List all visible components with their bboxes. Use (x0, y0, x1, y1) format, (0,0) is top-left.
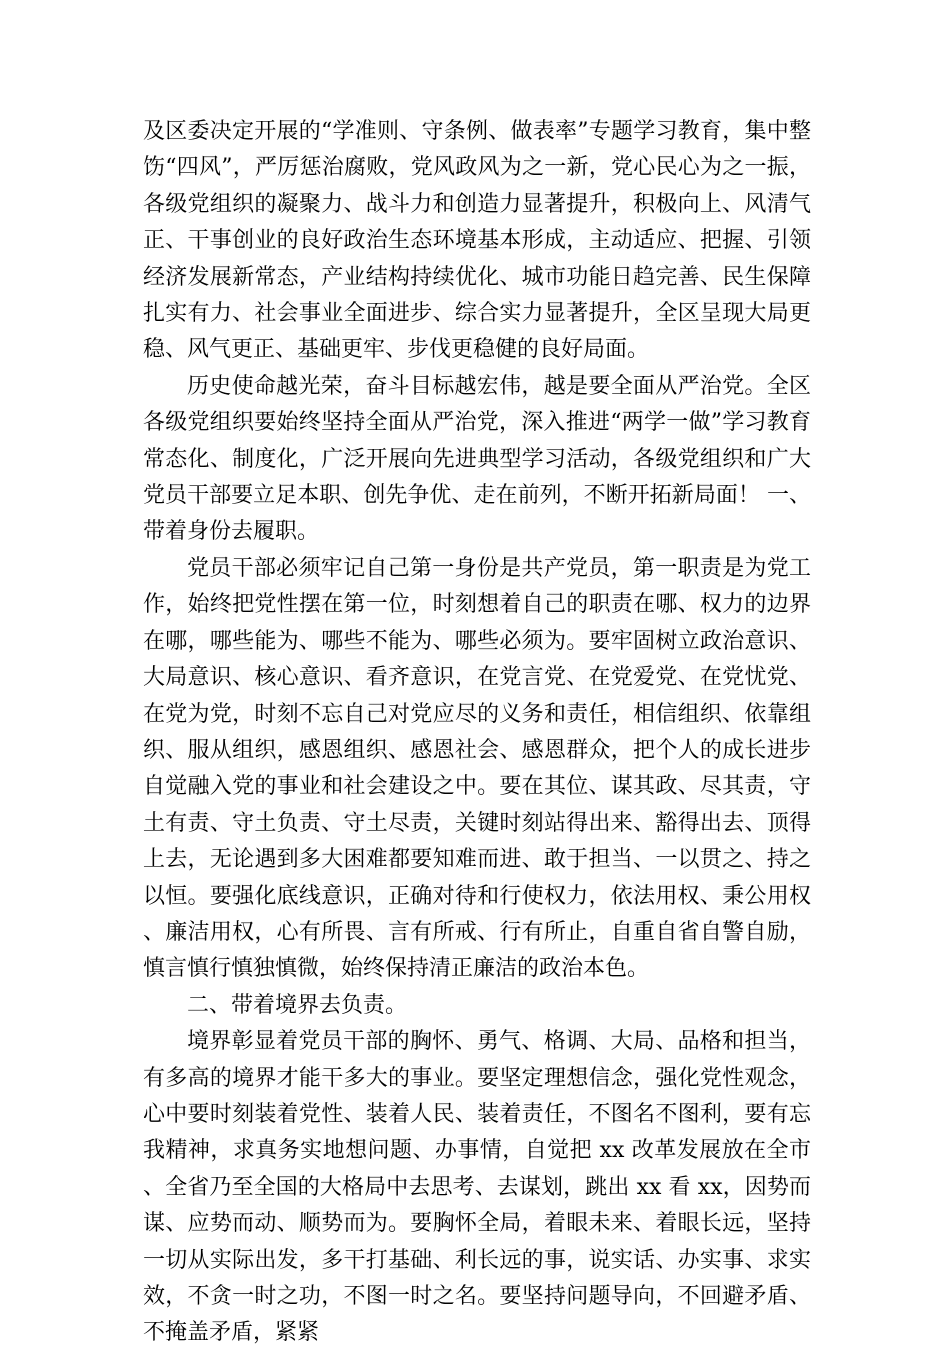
paragraph-3: 党员干部必须牢记自己第一身份是共产党员，第一职责是为党工作，始终把党性摆在第一位，时刻想着自己的职责在哪、权力的边界在哪，哪些能为、哪些不能为、哪些必须为。要牢固树立政治意识、大局意识、核心意识、看齐意识，在党言党、在党爱党、在党忧党、在党为党，时刻不忘自己对党应尽的义务和责任，相信组织、依靠组织、服从组织，感恩组织、感恩社会、感恩群众，把个人的成长进步自觉融入党的事业和社会建设之中。要在其位、谋其政、尽其责，守土有责、守土负责、守土尽责，关键时刻站得出来、豁得出去、顶得上去，无论遇到多大困难都要知难而进、敢于担当、一以贯之、持之以恒。要强化底线意识，正确对待和行使权力，依法用权、秉公用权、廉洁用权，心有所畏、言有所戒、行有所止，自重自省自警自励，慎言慎行慎独慎微，始终保持清正廉洁的政治本色。 (143, 555, 811, 982)
section-heading-2: 二、带着境界去负责。 (187, 992, 408, 1018)
paragraph-2: 历史使命越光荣，奋斗目标越宏伟，越是要全面从严治党。全区各级党组织要始终坚持全面从严治党，深入推进“两学一做”学习教育常态化、制度化，广泛开展向先进典型学习活动，各级党组织和广大党员干部要立足本职、创先争优、走在前列，不断开拓新局面！ 一、带着身份去履职。 (143, 373, 811, 545)
document-page (143, 114, 811, 1352)
paragraph-4: 境界彰显着党员干部的胸怀、勇气、格调、大局、品格和担当，有多高的境界才能干多大的事业。要坚定理想信念，强化党性观念，心中要时刻装着党性、装着人民、装着责任，不图名不图利，要有忘我精神，求真务实地想问题、办事情，自觉把 xx 改革发展放在全市、全省乃至全国的大格局中去思考、去谋划，跳出 xx 看 xx，因势而谋、应势而动、顺势而为。要胸怀全局，着眼未来、着眼长远，坚持一切从实际出发，多干打基础、利长远的事，说实话、办实事、求实效，不贪一时之功，不图一时之名。要坚持问题导向，不回避矛盾、不掩盖矛盾，紧紧 (143, 1029, 811, 1346)
paragraph-1: 及区委决定开展的“学准则、守条例、做表率”专题学习教育，集中整饬“四风”，严厉惩治腐败，党风政风为之一新，党心民心为之一振，各级党组织的凝聚力、战斗力和创造力显著提升，积极向上、风清气正、干事创业的良好政治生态环境基本形成，主动适应、把握、引领经济发展新常态，产业结构持续优化、城市功能日趋完善、民生保障扎实有力、社会事业全面进步、综合实力显著提升，全区呈现大局更稳、风气更正、基础更牢、步伐更稳健的良好局面。 (143, 119, 811, 363)
